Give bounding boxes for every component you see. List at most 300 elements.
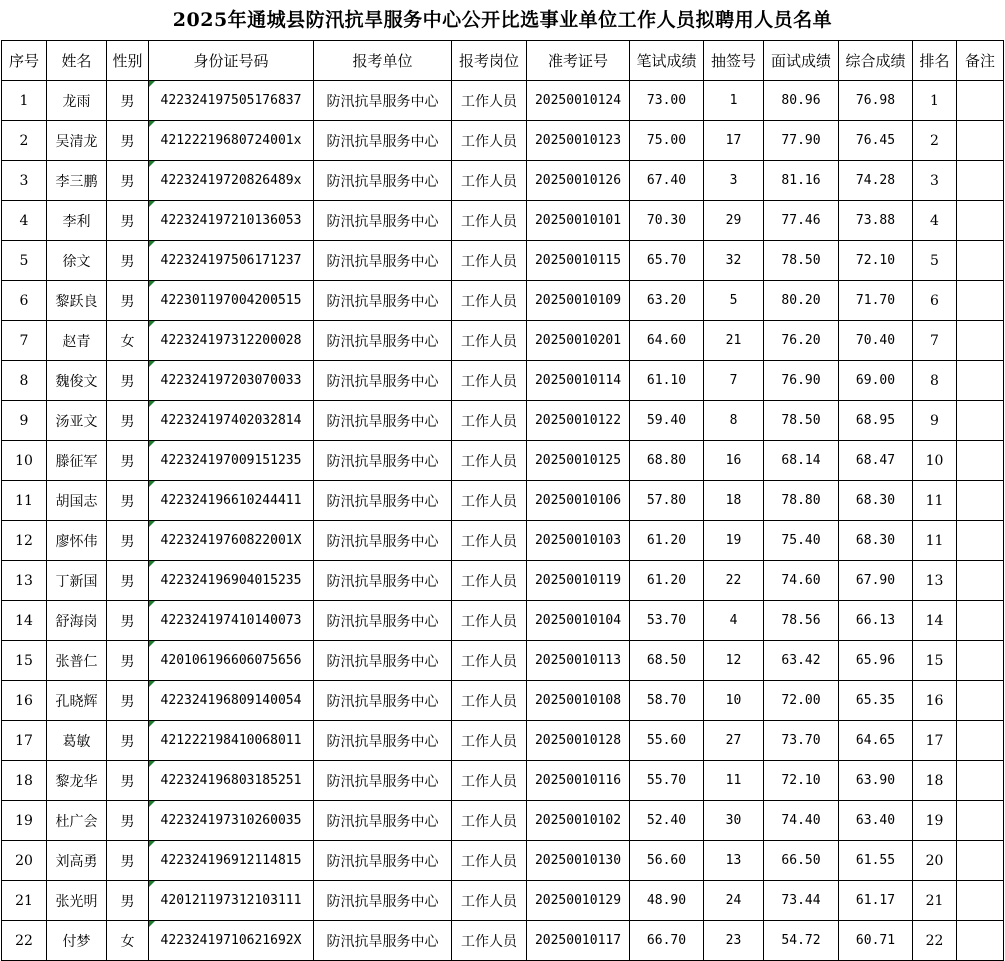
cell-exam[interactable]: 20250010122 [527, 401, 630, 441]
cell-written[interactable]: 70.30 [630, 201, 704, 241]
cell-exam[interactable]: 20250010101 [527, 201, 630, 241]
table-row [2, 121, 1004, 161]
cell-lot[interactable]: 5 [704, 281, 764, 321]
cell-note[interactable] [957, 241, 1004, 281]
cell-gender[interactable]: 男 [107, 721, 149, 761]
cell-total[interactable]: 64.65 [839, 721, 913, 761]
cell-written[interactable]: 68.50 [630, 641, 704, 681]
cell-unit[interactable]: 防汛抗旱服务中心 [314, 241, 452, 281]
cell-id[interactable]: 422324197009151235 [149, 441, 314, 481]
cell-rank[interactable]: 8 [913, 361, 957, 401]
cell-post[interactable]: 工作人员 [452, 721, 527, 761]
cell-id[interactable]: 421222198410068011 [149, 721, 314, 761]
cell-unit[interactable]: 防汛抗旱服务中心 [314, 361, 452, 401]
cell-id[interactable]: 42122219680724001x [149, 121, 314, 161]
cell-name[interactable]: 孔晓辉 [47, 681, 107, 721]
cell-unit[interactable]: 防汛抗旱服务中心 [314, 81, 452, 121]
cell-lot[interactable]: 32 [704, 241, 764, 281]
cell-lot[interactable]: 11 [704, 761, 764, 801]
cell-lot[interactable]: 30 [704, 801, 764, 841]
cell-name[interactable]: 胡国志 [47, 481, 107, 521]
cell-lot[interactable]: 8 [704, 401, 764, 441]
cell-total[interactable]: 76.98 [839, 81, 913, 121]
cell-name[interactable]: 黎龙华 [47, 761, 107, 801]
cell-unit[interactable]: 防汛抗旱服务中心 [314, 641, 452, 681]
cell-total[interactable]: 66.13 [839, 601, 913, 641]
cell-interview[interactable]: 80.20 [764, 281, 839, 321]
cell-id[interactable]: 422324197410140073 [149, 601, 314, 641]
cell-unit[interactable]: 防汛抗旱服务中心 [314, 721, 452, 761]
cell-note[interactable] [957, 601, 1004, 641]
table-row [2, 881, 1004, 921]
cell-no[interactable]: 12 [2, 521, 47, 561]
cell-lot[interactable]: 7 [704, 361, 764, 401]
cell-total[interactable]: 68.95 [839, 401, 913, 441]
cell-interview[interactable]: 77.90 [764, 121, 839, 161]
cell-interview[interactable]: 66.50 [764, 841, 839, 881]
cell-written[interactable]: 66.70 [630, 921, 704, 961]
cell-gender[interactable]: 女 [107, 321, 149, 361]
cell-post[interactable]: 工作人员 [452, 761, 527, 801]
cell-total[interactable]: 68.47 [839, 441, 913, 481]
header-lot: 抽签号 [704, 41, 764, 81]
cell-total[interactable]: 68.30 [839, 521, 913, 561]
header-id: 身份证号码 [149, 41, 314, 81]
cell-name[interactable]: 汤亚文 [47, 401, 107, 441]
cell-unit[interactable]: 防汛抗旱服务中心 [314, 321, 452, 361]
cell-no[interactable]: 5 [2, 241, 47, 281]
cell-written[interactable]: 55.60 [630, 721, 704, 761]
cell-unit[interactable]: 防汛抗旱服务中心 [314, 681, 452, 721]
cell-post[interactable]: 工作人员 [452, 401, 527, 441]
cell-lot[interactable]: 13 [704, 841, 764, 881]
cell-id[interactable]: 422324197210136053 [149, 201, 314, 241]
cell-total[interactable]: 67.90 [839, 561, 913, 601]
cell-total[interactable]: 65.35 [839, 681, 913, 721]
cell-interview[interactable]: 72.00 [764, 681, 839, 721]
cell-post[interactable]: 工作人员 [452, 321, 527, 361]
cell-name[interactable]: 黎跃良 [47, 281, 107, 321]
cell-interview[interactable]: 54.72 [764, 921, 839, 961]
cell-note[interactable] [957, 281, 1004, 321]
cell-interview[interactable]: 78.50 [764, 241, 839, 281]
page-title: 2025年通城县防汛抗旱服务中心公开比选事业单位工作人员拟聘用人员名单 [172, 9, 833, 31]
cell-exam[interactable]: 20250010128 [527, 721, 630, 761]
cell-post[interactable]: 工作人员 [452, 281, 527, 321]
cell-exam[interactable]: 20250010129 [527, 881, 630, 921]
cell-written[interactable]: 75.00 [630, 121, 704, 161]
cell-post[interactable]: 工作人员 [452, 601, 527, 641]
cell-rank[interactable]: 14 [913, 601, 957, 641]
cell-no[interactable]: 16 [2, 681, 47, 721]
cell-post[interactable]: 工作人员 [452, 481, 527, 521]
cell-interview[interactable]: 73.44 [764, 881, 839, 921]
cell-rank[interactable]: 7 [913, 321, 957, 361]
cell-rank[interactable]: 6 [913, 281, 957, 321]
cell-written[interactable]: 53.70 [630, 601, 704, 641]
cell-gender[interactable]: 男 [107, 281, 149, 321]
cell-interview[interactable]: 74.40 [764, 801, 839, 841]
cell-interview[interactable]: 78.56 [764, 601, 839, 641]
cell-exam[interactable]: 20250010104 [527, 601, 630, 641]
cell-interview[interactable]: 75.40 [764, 521, 839, 561]
cell-no[interactable]: 7 [2, 321, 47, 361]
cell-unit[interactable]: 防汛抗旱服务中心 [314, 881, 452, 921]
cell-id[interactable]: 422324196610244411 [149, 481, 314, 521]
cell-gender[interactable]: 男 [107, 441, 149, 481]
cell-no[interactable]: 17 [2, 721, 47, 761]
cell-note[interactable] [957, 921, 1004, 961]
header-no: 序号 [2, 41, 47, 81]
cell-id[interactable]: 422324197402032814 [149, 401, 314, 441]
cell-total[interactable]: 61.55 [839, 841, 913, 881]
cell-unit[interactable]: 防汛抗旱服务中心 [314, 761, 452, 801]
cell-note[interactable] [957, 441, 1004, 481]
cell-gender[interactable]: 男 [107, 401, 149, 441]
cell-post[interactable]: 工作人员 [452, 121, 527, 161]
cell-exam[interactable]: 20250010119 [527, 561, 630, 601]
candidate-table [1, 40, 1004, 961]
cell-rank[interactable]: 18 [913, 761, 957, 801]
cell-gender[interactable]: 男 [107, 801, 149, 841]
cell-unit[interactable]: 防汛抗旱服务中心 [314, 801, 452, 841]
cell-written[interactable]: 63.20 [630, 281, 704, 321]
cell-note[interactable] [957, 361, 1004, 401]
cell-unit[interactable]: 防汛抗旱服务中心 [314, 281, 452, 321]
cell-total[interactable]: 61.17 [839, 881, 913, 921]
cell-lot[interactable]: 29 [704, 201, 764, 241]
cell-rank[interactable]: 3 [913, 161, 957, 201]
cell-interview[interactable]: 76.90 [764, 361, 839, 401]
cell-lot[interactable]: 21 [704, 321, 764, 361]
cell-name[interactable]: 李利 [47, 201, 107, 241]
cell-unit[interactable]: 防汛抗旱服务中心 [314, 921, 452, 961]
cell-note[interactable] [957, 561, 1004, 601]
cell-note[interactable] [957, 401, 1004, 441]
cell-interview[interactable]: 80.96 [764, 81, 839, 121]
cell-written[interactable]: 48.90 [630, 881, 704, 921]
cell-no[interactable]: 21 [2, 881, 47, 921]
cell-lot[interactable]: 12 [704, 641, 764, 681]
cell-written[interactable]: 68.80 [630, 441, 704, 481]
cell-id[interactable]: 42232419710621692X [149, 921, 314, 961]
cell-note[interactable] [957, 161, 1004, 201]
cell-post[interactable]: 工作人员 [452, 441, 527, 481]
cell-note[interactable] [957, 801, 1004, 841]
table-body [2, 81, 1004, 961]
cell-name[interactable]: 丁新国 [47, 561, 107, 601]
cell-written[interactable]: 73.00 [630, 81, 704, 121]
cell-note[interactable] [957, 681, 1004, 721]
cell-rank[interactable]: 2 [913, 121, 957, 161]
cell-exam[interactable]: 20250010125 [527, 441, 630, 481]
cell-written[interactable]: 67.40 [630, 161, 704, 201]
header-row [2, 41, 1004, 81]
cell-rank[interactable]: 11 [913, 521, 957, 561]
cell-exam[interactable]: 20250010103 [527, 521, 630, 561]
cell-rank[interactable]: 11 [913, 481, 957, 521]
header-rank: 排名 [913, 41, 957, 81]
cell-note[interactable] [957, 201, 1004, 241]
cell-lot[interactable]: 18 [704, 481, 764, 521]
cell-name[interactable]: 杜广会 [47, 801, 107, 841]
cell-id[interactable]: 422324196912114815 [149, 841, 314, 881]
cell-post[interactable]: 工作人员 [452, 681, 527, 721]
cell-id[interactable]: 422324196809140054 [149, 681, 314, 721]
cell-interview[interactable]: 81.16 [764, 161, 839, 201]
cell-written[interactable]: 61.20 [630, 561, 704, 601]
cell-no[interactable]: 22 [2, 921, 47, 961]
cell-id[interactable]: 422324197505176837 [149, 81, 314, 121]
cell-no[interactable]: 3 [2, 161, 47, 201]
cell-exam[interactable]: 20250010106 [527, 481, 630, 521]
cell-written[interactable]: 52.40 [630, 801, 704, 841]
cell-total[interactable]: 70.40 [839, 321, 913, 361]
cell-lot[interactable]: 1 [704, 81, 764, 121]
cell-rank[interactable]: 9 [913, 401, 957, 441]
cell-rank[interactable]: 22 [913, 921, 957, 961]
cell-lot[interactable]: 10 [704, 681, 764, 721]
cell-unit[interactable]: 防汛抗旱服务中心 [314, 121, 452, 161]
cell-note[interactable] [957, 321, 1004, 361]
cell-name[interactable]: 徐文 [47, 241, 107, 281]
cell-lot[interactable]: 17 [704, 121, 764, 161]
cell-exam[interactable]: 20250010114 [527, 361, 630, 401]
cell-gender[interactable]: 男 [107, 601, 149, 641]
header-exam: 准考证号 [527, 41, 630, 81]
cell-lot[interactable]: 23 [704, 921, 764, 961]
cell-unit[interactable]: 防汛抗旱服务中心 [314, 201, 452, 241]
cell-gender[interactable]: 男 [107, 201, 149, 241]
cell-rank[interactable]: 13 [913, 561, 957, 601]
cell-unit[interactable]: 防汛抗旱服务中心 [314, 561, 452, 601]
cell-id[interactable]: 422324197506171237 [149, 241, 314, 281]
cell-name[interactable]: 葛敏 [47, 721, 107, 761]
cell-gender[interactable]: 男 [107, 641, 149, 681]
cell-exam[interactable]: 20250010115 [527, 241, 630, 281]
cell-rank[interactable]: 4 [913, 201, 957, 241]
cell-note[interactable] [957, 881, 1004, 921]
cell-id[interactable]: 422324196904015235 [149, 561, 314, 601]
cell-interview[interactable]: 76.20 [764, 321, 839, 361]
cell-gender[interactable]: 男 [107, 81, 149, 121]
cell-name[interactable]: 魏俊文 [47, 361, 107, 401]
cell-rank[interactable]: 10 [913, 441, 957, 481]
cell-name[interactable]: 龙雨 [47, 81, 107, 121]
cell-interview[interactable]: 72.10 [764, 761, 839, 801]
cell-written[interactable]: 64.60 [630, 321, 704, 361]
cell-exam[interactable]: 20250010109 [527, 281, 630, 321]
cell-written[interactable]: 56.60 [630, 841, 704, 881]
cell-no[interactable]: 4 [2, 201, 47, 241]
cell-written[interactable]: 65.70 [630, 241, 704, 281]
cell-rank[interactable]: 15 [913, 641, 957, 681]
cell-name[interactable]: 付梦 [47, 921, 107, 961]
cell-no[interactable]: 9 [2, 401, 47, 441]
cell-exam[interactable]: 20250010108 [527, 681, 630, 721]
cell-lot[interactable]: 24 [704, 881, 764, 921]
cell-no[interactable]: 1 [2, 81, 47, 121]
cell-exam[interactable]: 20250010117 [527, 921, 630, 961]
cell-rank[interactable]: 20 [913, 841, 957, 881]
cell-post[interactable]: 工作人员 [452, 201, 527, 241]
cell-exam[interactable]: 20250010102 [527, 801, 630, 841]
cell-written[interactable]: 61.10 [630, 361, 704, 401]
cell-gender[interactable]: 男 [107, 561, 149, 601]
cell-unit[interactable]: 防汛抗旱服务中心 [314, 161, 452, 201]
cell-rank[interactable]: 19 [913, 801, 957, 841]
cell-lot[interactable]: 19 [704, 521, 764, 561]
cell-post[interactable]: 工作人员 [452, 521, 527, 561]
cell-gender[interactable]: 男 [107, 361, 149, 401]
cell-name[interactable]: 李三鹏 [47, 161, 107, 201]
cell-unit[interactable]: 防汛抗旱服务中心 [314, 601, 452, 641]
cell-exam[interactable]: 20250010201 [527, 321, 630, 361]
cell-no[interactable]: 19 [2, 801, 47, 841]
cell-post[interactable]: 工作人员 [452, 801, 527, 841]
cell-note[interactable] [957, 721, 1004, 761]
cell-gender[interactable]: 男 [107, 841, 149, 881]
cell-rank[interactable]: 16 [913, 681, 957, 721]
cell-rank[interactable]: 17 [913, 721, 957, 761]
cell-lot[interactable]: 4 [704, 601, 764, 641]
cell-exam[interactable]: 20250010130 [527, 841, 630, 881]
table-row [2, 361, 1004, 401]
cell-rank[interactable]: 5 [913, 241, 957, 281]
cell-name[interactable]: 张光明 [47, 881, 107, 921]
cell-interview[interactable]: 63.42 [764, 641, 839, 681]
cell-no[interactable]: 20 [2, 841, 47, 881]
cell-post[interactable]: 工作人员 [452, 361, 527, 401]
cell-gender[interactable]: 女 [107, 921, 149, 961]
cell-post[interactable]: 工作人员 [452, 81, 527, 121]
cell-lot[interactable]: 16 [704, 441, 764, 481]
cell-lot[interactable]: 27 [704, 721, 764, 761]
cell-post[interactable]: 工作人员 [452, 841, 527, 881]
cell-written[interactable]: 55.70 [630, 761, 704, 801]
cell-note[interactable] [957, 761, 1004, 801]
cell-interview[interactable]: 78.50 [764, 401, 839, 441]
cell-name[interactable]: 张普仁 [47, 641, 107, 681]
cell-gender[interactable]: 男 [107, 881, 149, 921]
cell-name[interactable]: 舒海岗 [47, 601, 107, 641]
cell-gender[interactable]: 男 [107, 121, 149, 161]
cell-no[interactable]: 15 [2, 641, 47, 681]
cell-gender[interactable]: 男 [107, 481, 149, 521]
cell-exam[interactable]: 20250010126 [527, 161, 630, 201]
cell-written[interactable]: 57.80 [630, 481, 704, 521]
cell-unit[interactable]: 防汛抗旱服务中心 [314, 441, 452, 481]
cell-total[interactable]: 65.96 [839, 641, 913, 681]
cell-unit[interactable]: 防汛抗旱服务中心 [314, 401, 452, 441]
cell-id[interactable]: 422324197203070033 [149, 361, 314, 401]
cell-total[interactable]: 72.10 [839, 241, 913, 281]
cell-gender[interactable]: 男 [107, 761, 149, 801]
cell-note[interactable] [957, 521, 1004, 561]
cell-rank[interactable]: 21 [913, 881, 957, 921]
cell-id[interactable]: 420121197312103111 [149, 881, 314, 921]
cell-written[interactable]: 61.20 [630, 521, 704, 561]
cell-exam[interactable]: 20250010113 [527, 641, 630, 681]
cell-interview[interactable]: 74.60 [764, 561, 839, 601]
cell-post[interactable]: 工作人员 [452, 161, 527, 201]
cell-gender[interactable]: 男 [107, 681, 149, 721]
cell-id[interactable]: 422301197004200515 [149, 281, 314, 321]
cell-total[interactable]: 71.70 [839, 281, 913, 321]
cell-post[interactable]: 工作人员 [452, 641, 527, 681]
cell-no[interactable]: 2 [2, 121, 47, 161]
cell-total[interactable]: 76.45 [839, 121, 913, 161]
cell-written[interactable]: 59.40 [630, 401, 704, 441]
cell-total[interactable]: 73.88 [839, 201, 913, 241]
cell-exam[interactable]: 20250010124 [527, 81, 630, 121]
cell-total[interactable]: 74.28 [839, 161, 913, 201]
cell-total[interactable]: 69.00 [839, 361, 913, 401]
cell-note[interactable] [957, 121, 1004, 161]
cell-note[interactable] [957, 481, 1004, 521]
cell-id[interactable]: 422324197310260035 [149, 801, 314, 841]
cell-post[interactable]: 工作人员 [452, 921, 527, 961]
cell-no[interactable]: 6 [2, 281, 47, 321]
cell-no[interactable]: 13 [2, 561, 47, 601]
cell-id[interactable]: 422324196803185251 [149, 761, 314, 801]
cell-no[interactable]: 14 [2, 601, 47, 641]
cell-post[interactable]: 工作人员 [452, 561, 527, 601]
cell-exam[interactable]: 20250010123 [527, 121, 630, 161]
cell-no[interactable]: 18 [2, 761, 47, 801]
cell-interview[interactable]: 78.80 [764, 481, 839, 521]
cell-name[interactable]: 刘高勇 [47, 841, 107, 881]
cell-name[interactable]: 赵青 [47, 321, 107, 361]
cell-gender[interactable]: 男 [107, 161, 149, 201]
cell-written[interactable]: 58.70 [630, 681, 704, 721]
cell-gender[interactable]: 男 [107, 521, 149, 561]
cell-id[interactable]: 42232419760822001X [149, 521, 314, 561]
cell-gender[interactable]: 男 [107, 241, 149, 281]
cell-rank[interactable]: 1 [913, 81, 957, 121]
cell-post[interactable]: 工作人员 [452, 241, 527, 281]
cell-total[interactable]: 68.30 [839, 481, 913, 521]
cell-name[interactable]: 廖怀伟 [47, 521, 107, 561]
cell-total[interactable]: 60.71 [839, 921, 913, 961]
cell-unit[interactable]: 防汛抗旱服务中心 [314, 481, 452, 521]
header-written: 笔试成绩 [630, 41, 704, 81]
cell-post[interactable]: 工作人员 [452, 881, 527, 921]
cell-name[interactable]: 吴清龙 [47, 121, 107, 161]
cell-id[interactable]: 420106196606075656 [149, 641, 314, 681]
cell-no[interactable]: 11 [2, 481, 47, 521]
cell-exam[interactable]: 20250010116 [527, 761, 630, 801]
cell-total[interactable]: 63.40 [839, 801, 913, 841]
cell-id[interactable]: 42232419720826489x [149, 161, 314, 201]
cell-unit[interactable]: 防汛抗旱服务中心 [314, 841, 452, 881]
cell-interview[interactable]: 77.46 [764, 201, 839, 241]
cell-interview[interactable]: 68.14 [764, 441, 839, 481]
cell-note[interactable] [957, 841, 1004, 881]
cell-unit[interactable]: 防汛抗旱服务中心 [314, 521, 452, 561]
cell-name[interactable]: 滕征军 [47, 441, 107, 481]
cell-id[interactable]: 422324197312200028 [149, 321, 314, 361]
cell-interview[interactable]: 73.70 [764, 721, 839, 761]
cell-total[interactable]: 63.90 [839, 761, 913, 801]
cell-note[interactable] [957, 81, 1004, 121]
cell-lot[interactable]: 22 [704, 561, 764, 601]
cell-no[interactable]: 10 [2, 441, 47, 481]
table-row [2, 601, 1004, 641]
cell-no[interactable]: 8 [2, 361, 47, 401]
cell-note[interactable] [957, 641, 1004, 681]
cell-lot[interactable]: 3 [704, 161, 764, 201]
